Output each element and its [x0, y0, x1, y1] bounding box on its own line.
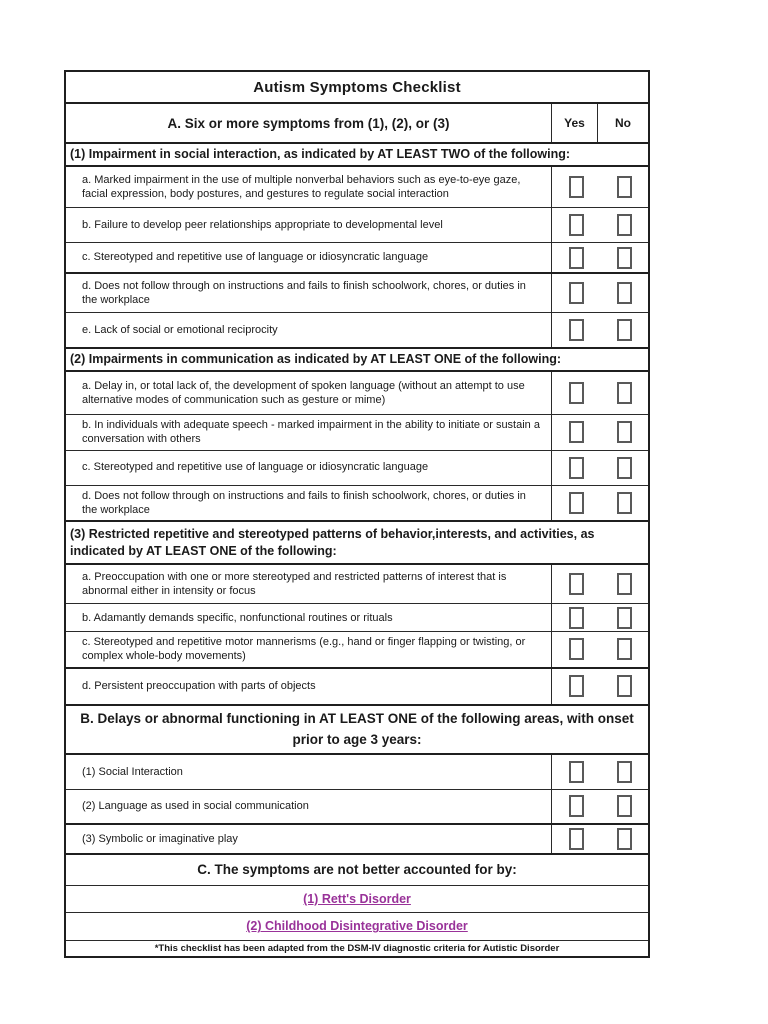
no-checkbox[interactable] — [617, 214, 632, 236]
checkbox-cell — [551, 755, 648, 789]
no-checkbox[interactable] — [617, 247, 632, 269]
no-column-header: No — [597, 104, 648, 142]
checkbox-cell — [551, 313, 648, 347]
yes-checkbox[interactable] — [569, 421, 584, 443]
checkbox-cell — [551, 790, 648, 823]
table-row — [66, 563, 648, 603]
symptom-text: e. Lack of social or emotional reciprocity — [82, 323, 278, 336]
table-row — [66, 631, 648, 667]
symptom-text: b. Adamantly demands specific, nonfunctional routines or rituals — [82, 611, 393, 624]
checkbox-cell — [551, 274, 648, 312]
yes-checkbox[interactable] — [569, 795, 584, 817]
no-checkbox[interactable] — [617, 319, 632, 341]
no-checkbox[interactable] — [617, 176, 632, 198]
symptom-text: d. Persistent preoccupation with parts of objects — [82, 680, 316, 693]
yes-checkbox[interactable] — [569, 761, 584, 783]
no-checkbox[interactable] — [617, 795, 632, 817]
table-row — [66, 485, 648, 521]
childhood-disintegrative-disorder-link[interactable]: (2) Childhood Disintegrative Disorder — [246, 919, 468, 934]
checkbox-cell — [551, 415, 648, 450]
yes-column-header: Yes — [551, 104, 597, 142]
yes-checkbox[interactable] — [569, 247, 584, 269]
yes-checkbox[interactable] — [569, 675, 584, 697]
table-row — [66, 370, 648, 414]
yes-checkbox[interactable] — [569, 176, 584, 198]
section-3-heading: (3) Restricted repetitive and stereotyped patterns of behavior,interests, and activities, as indicated by AT LEAST ONE of the following: — [66, 520, 648, 563]
yes-checkbox[interactable] — [569, 214, 584, 236]
no-checkbox[interactable] — [617, 607, 632, 629]
no-checkbox[interactable] — [617, 761, 632, 783]
symptom-text: b. Failure to develop peer relationships appropriate to developmental level — [82, 218, 443, 231]
yes-checkbox[interactable] — [569, 319, 584, 341]
table-row — [66, 450, 648, 485]
table-row — [66, 885, 648, 912]
table-row — [66, 789, 648, 823]
table-row — [66, 414, 648, 450]
section-b-heading: B. Delays or abnormal functioning in AT LEAST ONE of the following areas, with onset prior to age 3 years: — [66, 704, 648, 753]
no-checkbox[interactable] — [617, 828, 632, 850]
checkbox-cell — [551, 208, 648, 242]
table-row — [66, 753, 648, 789]
yes-checkbox[interactable] — [569, 828, 584, 850]
checkbox-cell — [551, 825, 648, 853]
section-2-heading: (2) Impairments in communication as indicated by AT LEAST ONE of the following: — [66, 347, 648, 370]
symptom-text: a. Marked impairment in the use of multiple nonverbal behaviors such as eye-to-eye gaze, facial expression, body postures, and gestures to regulate social interaction — [82, 173, 521, 200]
table-row — [66, 667, 648, 704]
table-row — [66, 823, 648, 853]
table-row — [66, 312, 648, 347]
no-checkbox[interactable] — [617, 573, 632, 595]
yes-checkbox[interactable] — [569, 638, 584, 660]
checkbox-cell — [551, 451, 648, 485]
section-1-heading: (1) Impairment in social interaction, as indicated by AT LEAST TWO of the following: — [66, 142, 648, 165]
no-checkbox[interactable] — [617, 282, 632, 304]
symptom-text: d. Does not follow through on instructions and fails to finish schoolwork, chores, or duties in the workplace — [82, 279, 526, 306]
checkbox-cell — [551, 243, 648, 272]
checkbox-cell — [551, 565, 648, 603]
checkbox-cell — [551, 604, 648, 631]
table-row — [66, 272, 648, 312]
yes-checkbox[interactable] — [569, 382, 584, 404]
checkbox-cell — [551, 167, 648, 207]
yes-checkbox[interactable] — [569, 607, 584, 629]
retts-disorder-link[interactable]: (1) Rett's Disorder — [303, 891, 411, 906]
checkbox-cell — [551, 632, 648, 667]
yes-checkbox[interactable] — [569, 492, 584, 514]
no-checkbox[interactable] — [617, 382, 632, 404]
symptom-text: a. Preoccupation with one or more stereotyped and restricted patterns of interest that is abnormal either in intensity or focus — [82, 570, 507, 598]
area-text: (1) Social Interaction — [82, 765, 183, 778]
yes-checkbox[interactable] — [569, 282, 584, 304]
section-c-heading: C. The symptoms are not better accounted for by: — [66, 853, 648, 885]
autism-checklist-table — [64, 70, 650, 958]
symptom-text: a. Delay in, or total lack of, the development of spoken language (without an attempt to use alternative modes of communication such as gesture or mime) — [82, 379, 525, 406]
yes-checkbox[interactable] — [569, 457, 584, 479]
section-a-heading: A. Six or more symptoms from (1), (2), or (3) — [167, 115, 450, 131]
footnote: *This checklist has been adapted from the DSM-IV diagnostic criteria for Autistic Disorder — [66, 940, 648, 956]
table-row — [66, 242, 648, 272]
no-checkbox[interactable] — [617, 638, 632, 660]
no-checkbox[interactable] — [617, 457, 632, 479]
symptom-text: c. Stereotyped and repetitive use of language or idiosyncratic language — [82, 461, 429, 474]
page-title: Autism Symptoms Checklist — [253, 78, 461, 96]
symptom-text: d. Does not follow through on instructions and fails to finish schoolwork, chores, or duties in the workplace — [82, 489, 526, 516]
area-text: (3) Symbolic or imaginative play — [82, 832, 238, 845]
table-row — [66, 165, 648, 207]
symptom-text: c. Stereotyped and repetitive motor mannerisms (e.g., hand or finger flapping or twisting, or complex whole-body movements) — [82, 636, 526, 663]
yes-checkbox[interactable] — [569, 573, 584, 595]
checkbox-cell — [551, 669, 648, 704]
symptom-text: b. In individuals with adequate speech - marked impairment in the ability to initiate or sustain a conversation with others — [82, 419, 540, 446]
area-text: (2) Language as used in social communication — [82, 800, 309, 813]
checkbox-cell — [551, 486, 648, 521]
section-a-header-row — [66, 102, 648, 142]
table-row — [66, 207, 648, 242]
no-checkbox[interactable] — [617, 492, 632, 514]
table-row — [66, 912, 648, 940]
checkbox-cell — [551, 372, 648, 414]
table-row — [66, 603, 648, 631]
no-checkbox[interactable] — [617, 675, 632, 697]
symptom-text: c. Stereotyped and repetitive use of language or idiosyncratic language — [82, 251, 429, 264]
no-checkbox[interactable] — [617, 421, 632, 443]
